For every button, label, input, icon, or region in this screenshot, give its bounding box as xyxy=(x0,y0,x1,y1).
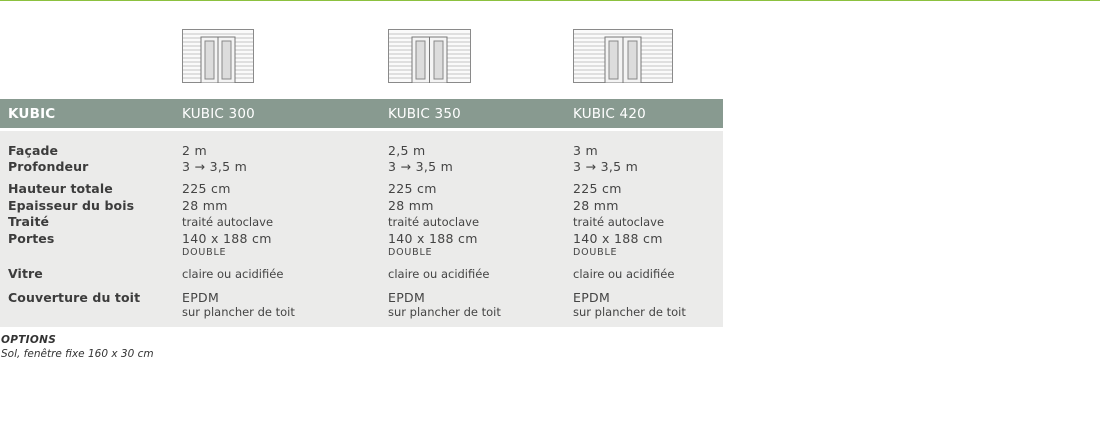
row-label: Couverture du toit xyxy=(0,281,181,327)
options-text: Sol, fenêtre fixe 160 x 30 cm xyxy=(1,348,154,360)
cell-value: 3 → 3,5 m xyxy=(181,158,387,174)
cell-value: 28 mm xyxy=(387,196,572,213)
door-size: 140 x 188 cm xyxy=(182,231,272,246)
cell-value: 3 m xyxy=(572,130,723,159)
row-portes xyxy=(0,229,723,259)
cell-value: traité autoclave xyxy=(387,213,572,229)
cell-value: 2 m xyxy=(181,130,387,159)
cell-value: traité autoclave xyxy=(181,213,387,229)
cell-value xyxy=(181,229,387,259)
cell-value: 28 mm xyxy=(181,196,387,213)
roof-material: EPDM xyxy=(182,290,220,305)
kubic-350-image xyxy=(388,29,471,83)
roof-detail: sur plancher de toit xyxy=(573,305,686,319)
cell-value: claire ou acidifiée xyxy=(387,259,572,281)
row-label: Portes xyxy=(0,229,181,259)
spec-table xyxy=(0,99,723,327)
cell-value xyxy=(181,281,387,327)
door-type: DOUBLE xyxy=(388,247,433,258)
cell-value: 225 cm xyxy=(387,174,572,196)
row-profondeur xyxy=(0,158,723,174)
cell-value xyxy=(387,229,572,259)
top-accent-line xyxy=(0,0,1100,1)
door-size: 140 x 188 cm xyxy=(388,231,478,246)
kubic-300-image xyxy=(182,29,254,83)
row-traite xyxy=(0,213,723,229)
cell-value: 225 cm xyxy=(181,174,387,196)
header-row xyxy=(0,99,723,130)
options-note xyxy=(1,333,154,361)
roof-material: EPDM xyxy=(388,290,426,305)
row-couverture xyxy=(0,281,723,327)
row-hauteur-totale xyxy=(0,174,723,196)
row-label: Profondeur xyxy=(0,158,181,174)
cell-value: 2,5 m xyxy=(387,130,572,159)
cell-value: 28 mm xyxy=(572,196,723,213)
cell-value: claire ou acidifiée xyxy=(572,259,723,281)
cell-value: traité autoclave xyxy=(572,213,723,229)
row-label: Epaisseur du bois xyxy=(0,196,181,213)
door-size: 140 x 188 cm xyxy=(573,231,663,246)
row-epaisseur xyxy=(0,196,723,213)
row-facade xyxy=(0,130,723,159)
roof-material: EPDM xyxy=(573,290,611,305)
header-model-kubic-350: KUBIC 350 xyxy=(387,99,572,130)
cell-value xyxy=(387,281,572,327)
row-label: Hauteur totale xyxy=(0,174,181,196)
row-label: Traité xyxy=(0,213,181,229)
cell-value: 3 → 3,5 m xyxy=(572,158,723,174)
roof-detail: sur plancher de toit xyxy=(182,305,295,319)
door-type: DOUBLE xyxy=(182,247,227,258)
options-title: OPTIONS xyxy=(1,334,57,346)
row-label: Vitre xyxy=(0,259,181,281)
kubic-420-image xyxy=(573,29,673,83)
cell-value: 3 → 3,5 m xyxy=(387,158,572,174)
cell-value xyxy=(572,229,723,259)
cell-value xyxy=(572,281,723,327)
row-label: Façade xyxy=(0,130,181,159)
header-series-label: KUBIC xyxy=(0,99,181,130)
header-model-kubic-420: KUBIC 420 xyxy=(572,99,723,130)
cell-value: 225 cm xyxy=(572,174,723,196)
row-vitre xyxy=(0,259,723,281)
roof-detail: sur plancher de toit xyxy=(388,305,501,319)
door-type: DOUBLE xyxy=(573,247,618,258)
cell-value: claire ou acidifiée xyxy=(181,259,387,281)
header-model-kubic-300: KUBIC 300 xyxy=(181,99,387,130)
